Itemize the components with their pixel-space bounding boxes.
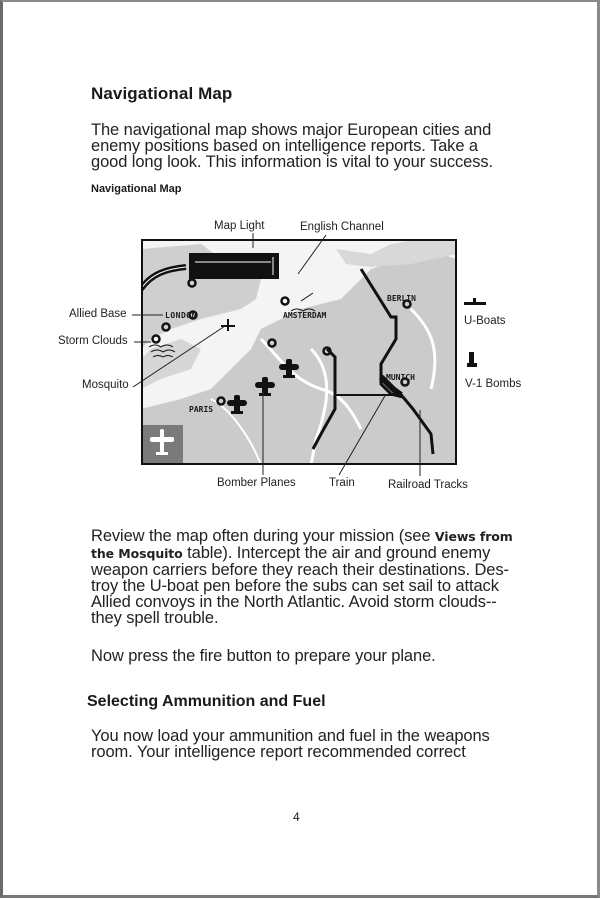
mosquito-icon: [221, 319, 235, 331]
section2-line: You now load your ammunition and fuel in the weapons: [91, 727, 490, 745]
callout-u-boats: U-Boats: [464, 315, 506, 327]
intro-paragraph: [91, 122, 521, 170]
review-text: troy the U-boat pen before the subs can set sail to attack: [91, 577, 499, 595]
callout-map-light: Map Light: [214, 220, 265, 232]
table-reference: the Mosquito: [91, 546, 183, 561]
page-number: 4: [293, 810, 300, 824]
fire-button-text: Now press the fire button to prepare your plane.: [91, 647, 436, 665]
city-marker-icon: [282, 298, 289, 305]
review-text: weapon carriers before they reach their destinations. Des-: [91, 561, 509, 579]
city-label-berlin: BERLIN: [387, 294, 416, 303]
callout-mosquito: Mosquito: [82, 379, 129, 391]
section2-line: room. Your intelligence report recommended correct: [91, 743, 466, 761]
callout-v1-bombs: V-1 Bombs: [465, 378, 522, 390]
city-label-paris: PARIS: [189, 405, 214, 414]
callout-english-channel: English Channel: [300, 221, 384, 233]
map-graphic: [141, 239, 457, 465]
callout-train: Train: [329, 477, 355, 489]
intro-line: enemy positions based on intelligence reports. Take a: [91, 137, 478, 155]
section2-title: Selecting Ammunition and Fuel: [87, 693, 326, 710]
section-title: Navigational Map: [91, 84, 233, 103]
figure-caption: Navigational Map: [91, 183, 182, 195]
review-text: Allied convoys in the North Atlantic. Avoid storm clouds--: [91, 593, 497, 611]
callout-railroad-tracks: Railroad Tracks: [388, 479, 468, 491]
table-reference: Views from: [434, 529, 513, 544]
section2-paragraph: [91, 728, 521, 760]
navigational-map: [141, 239, 457, 465]
review-paragraph: [91, 528, 521, 626]
review-text: they spell trouble.: [91, 609, 219, 627]
callout-bomber-planes: Bomber Planes: [217, 477, 296, 489]
review-text: table). Intercept the air and ground enemy: [182, 544, 491, 562]
city-marker-icon: [153, 336, 160, 343]
review-text: Review the map often during your mission (see: [91, 527, 435, 545]
callout-allied-base: Allied Base: [69, 308, 127, 320]
city-label-london: LONDON: [165, 311, 197, 320]
fire-button-instruction: [91, 648, 521, 664]
intro-line: good long look. This information is vital to your success.: [91, 153, 494, 171]
u-boat-icon: [463, 296, 487, 308]
callout-storm-clouds: Storm Clouds: [58, 335, 128, 347]
intro-line: The navigational map shows major European cities and: [91, 121, 492, 139]
city-label-munich: MUNICH: [386, 373, 415, 382]
v1-bomb-icon: [466, 351, 478, 369]
city-label-amsterdam: AMSTERDAM: [283, 311, 327, 320]
